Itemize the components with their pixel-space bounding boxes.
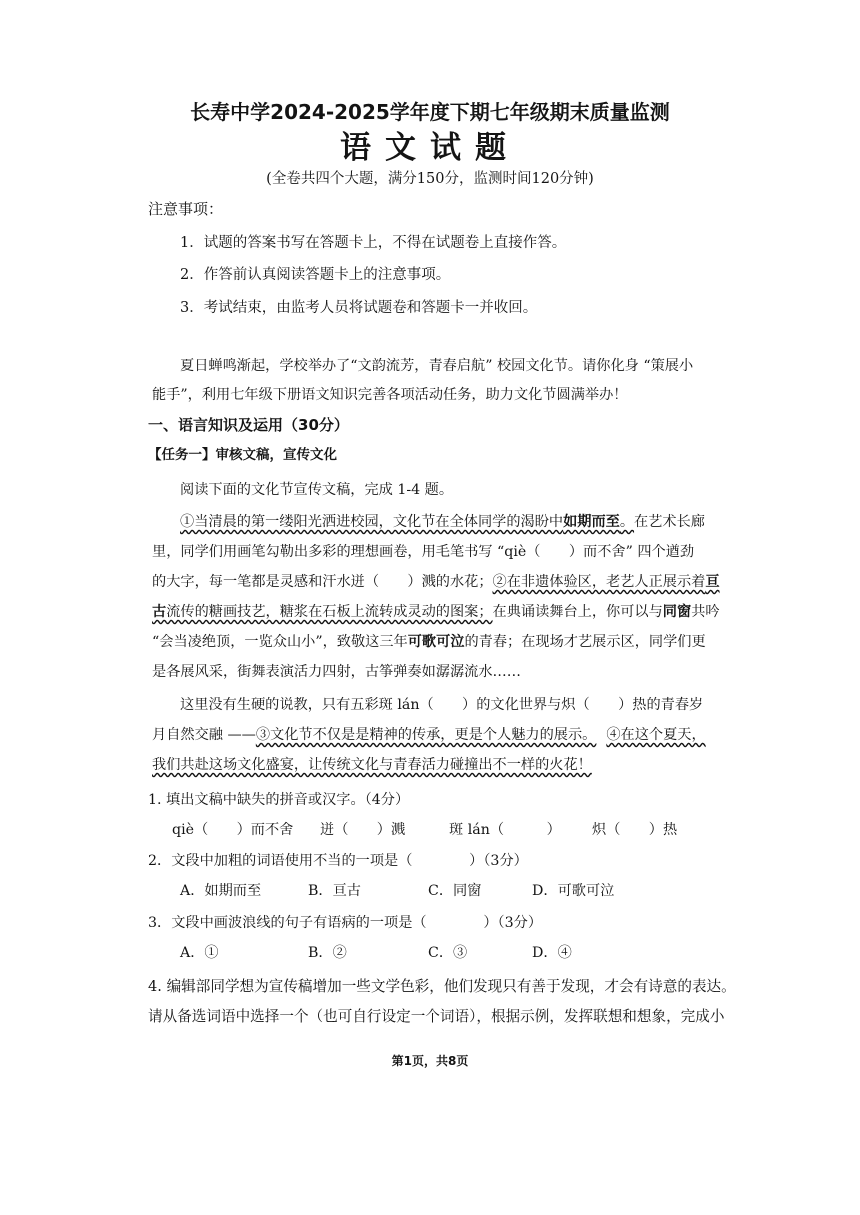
blank-item: 斑 lán（ ） <box>449 822 561 838</box>
page-number: 第1页，共8页 <box>391 1054 469 1068</box>
notice-heading: 注意事项： <box>148 200 224 218</box>
bold-word: 亘 <box>705 574 720 590</box>
question-3: 3．文段中画波浪线的句子有语病的一项是（ ）（3分） <box>148 915 543 931</box>
intro-line: 夏日蝉鸣渐起，学校举办了“文韵流芳，青春启航” 校园文化节。请你化身 “策展小 <box>180 358 694 374</box>
wavy-sentence-4: ④在这个夏天， <box>606 727 706 743</box>
intro-line: 能手”，利用七年级下册语文知识完善各项活动任务，助力文化节圆满举办！ <box>152 387 628 403</box>
sentence-text: 在艺术长廊 <box>634 514 705 530</box>
question-4-cont: 请从备选词语中选择一个（也可自行设定一个词语），根据示例，发挥联想和想象，完成小 <box>148 1008 725 1025</box>
question-4: 4. 编辑部同学想为宣传稿增加一些文学色彩，他们发现只有善于发现，才会有诗意的表达。 <box>148 978 736 995</box>
option-c: C．③ <box>428 945 468 961</box>
section-title: 一、语言知识及运用（30分） <box>148 416 349 434</box>
sentence-text: “会当凌绝顶，一览众山小”，致敬这三年 <box>152 634 408 650</box>
school-exam-title: 长寿中学2024-2025学年度下期七年级期末质量监测 <box>190 100 670 124</box>
passage-line: 里，同学们用画笔勾勒出多彩的理想画卷，用毛笔书写 “qiè（ ）而不舍” 四个遒劲 <box>152 544 695 560</box>
wavy-sentence-2-cont <box>152 604 493 620</box>
option-d: D．可歌可泣 <box>532 883 615 899</box>
passage-line <box>152 631 706 651</box>
wavy-sentence-4-cont: 我们共赴这场文化盛宴，让传统文化与青春活力碰撞出不一样的火花！ <box>152 757 592 773</box>
task-title: 【任务一】审核文稿，宣传文化 <box>148 447 337 463</box>
exam-info: (全卷共四个大题，满分150分，监测时间120分钟) <box>266 171 594 187</box>
option-a: A．① <box>180 945 219 961</box>
option-c: C．同窗 <box>428 883 482 899</box>
bold-word: 如期而至 <box>563 514 620 530</box>
option-b: B．亘古 <box>308 883 361 899</box>
wavy-sentence-1 <box>180 514 634 530</box>
passage-line <box>180 511 705 531</box>
question-2: 2．文段中加粗的词语使用不当的一项是（ ）（3分） <box>148 853 528 869</box>
wavy-sentence-3: ③文化节不仅是是精神的传承，更是个人魅力的展示。 <box>255 727 597 743</box>
bold-word: 可歌可泣 <box>407 634 465 650</box>
option-b: B．② <box>308 945 347 961</box>
sentence-text: 的大字，每一笔都是灵感和汗水迸（ ）溅的水花； <box>152 574 493 590</box>
bold-word: 古 <box>152 604 167 620</box>
option-a: A．如期而至 <box>180 883 262 899</box>
notice-item: 2．作答前认真阅读答题卡上的注意事项。 <box>180 267 451 283</box>
notice-item: 3．考试结束，由监考人员将试题卷和答题卡一并收回。 <box>180 300 538 316</box>
reading-instruction: 阅读下面的文化节宣传文稿，完成 1-4 题。 <box>180 482 454 498</box>
passage-line: 这里没有生硬的说教，只有五彩斑 lán（ ）的文化世界与炽（ ）热的青春岁 <box>180 697 704 713</box>
sentence-text: 月自然交融 —— <box>152 727 256 743</box>
passage-line <box>152 724 706 744</box>
question-1: 1. 填出文稿中缺失的拼音或汉字。（4分） <box>148 792 410 808</box>
notice-item: 1．试题的答案书写在答题卡上，不得在试题卷上直接作答。 <box>180 235 567 251</box>
passage-line <box>152 601 720 621</box>
blank-item: qiè（ ）而不舍 <box>172 822 294 838</box>
passage-line <box>152 754 592 774</box>
sentence-text: 的青春；在现场才艺展示区，同学们更 <box>464 634 706 650</box>
option-d: D．④ <box>532 945 572 961</box>
sentence-end: 。 <box>619 514 635 530</box>
subject-title: 语文试题 <box>340 130 520 166</box>
wavy-sentence-2 <box>493 574 720 590</box>
bold-word: 同窗 <box>662 604 692 620</box>
blank-item: 迸（ ）溅 <box>320 822 406 838</box>
passage-line: 是各展风采，街舞表演活力四射，古筝弹奏如潺潺流水…… <box>152 664 521 680</box>
sentence-text: ①当清晨的第一缕阳光洒进校园，文化节在全体同学的渴盼中 <box>180 514 564 530</box>
sentence-text: 流传的糖画技艺，糖浆在石板上流转成灵动的图案； <box>166 604 493 620</box>
sentence-text: ②在非遗体验区，老艺人正展示着 <box>492 574 706 590</box>
sentence-text: 在典诵读舞台上，你可以与 <box>492 604 663 620</box>
passage-line <box>152 571 720 591</box>
blank-item: 炽（ ）热 <box>592 822 678 838</box>
sentence-text: 共吟 <box>691 604 720 620</box>
